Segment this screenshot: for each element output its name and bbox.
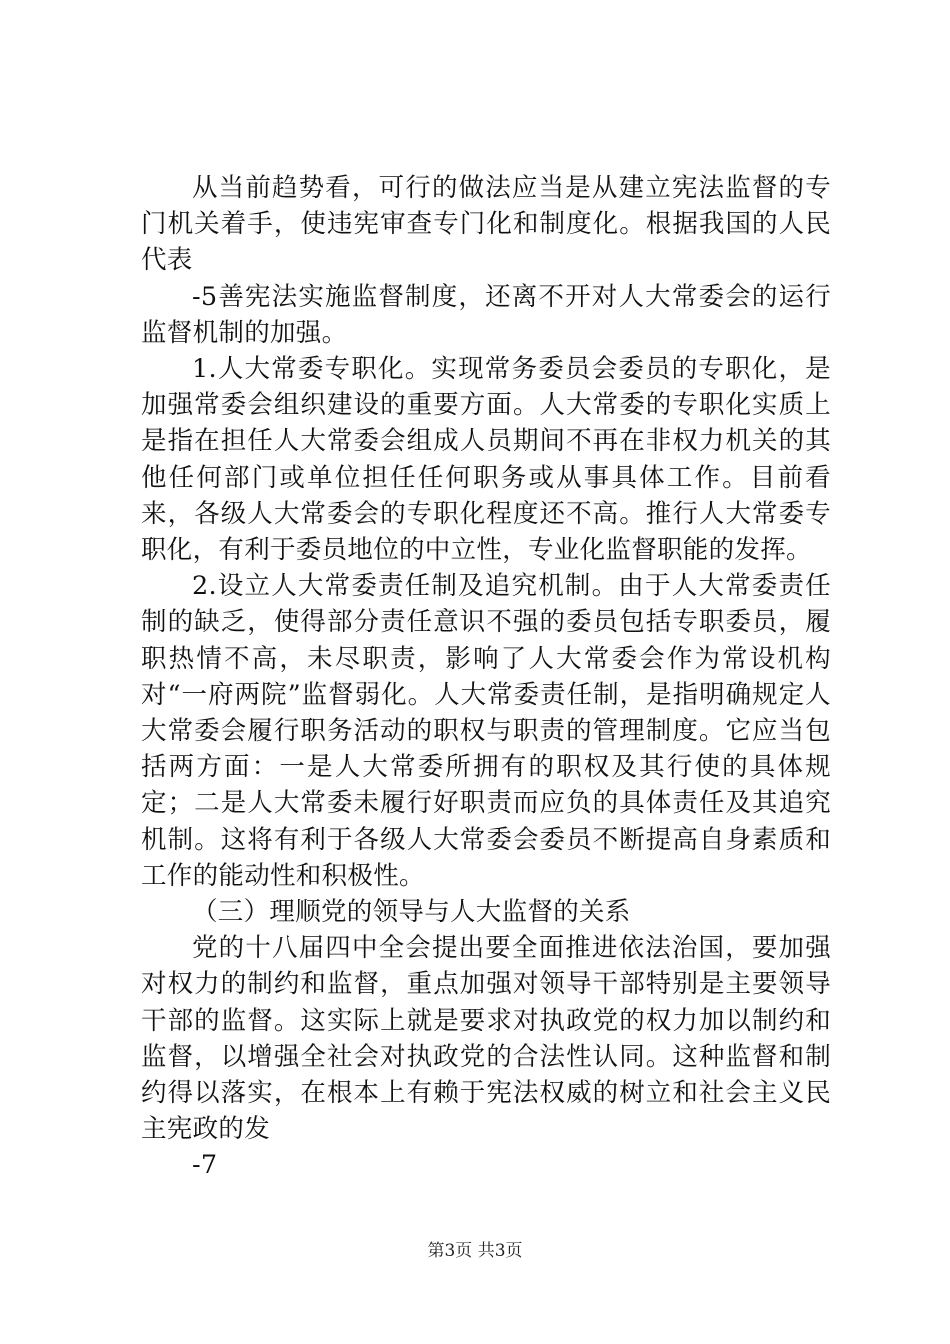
section-heading-3: （三）理顺党的领导与人大监督的关系 <box>192 897 631 928</box>
page-footer: 第3页 共3页 <box>427 1241 523 1261</box>
paragraph-intro: 从当前趋势看，可行的做法应当是从建立宪法监督的专门机关着手，使违宪审查专门化和制度化。根据我国的人民代表 <box>141 173 831 276</box>
paragraph-fragment-5: -5善宪法实施监督制度，还离不开对人大常委会的运行监督机制的加强。 <box>141 281 831 348</box>
paragraph-item-1: 1.人大常委专职化。实现常务委员会委员的专职化，是加强常委会组织建设的重要方面。人大常委的专职化实质上是指在担任人大常委会组成人员期间不再在非权力机关的其他任何部门或单位担任任何职务或从事具体工作。目前看来，各级人大常委会的专职化程度还不高。推行人大常委专职化，有利于委员地位的中立性，专业化监督职能的发挥。 <box>141 354 831 566</box>
paragraph-party-supervision: 党的十八届四中全会提出要全面推进依法治国，要加强对权力的制约和监督，重点加强对领导干部特别是主要领导干部的监督。这实际上就是要求对执政党的权力加以制约和监督，以增强全社会对执政党的合法性认同。这种监督和制约得以落实，在根本上有赖于宪法权威的树立和社会主义民主宪政的发 <box>141 933 831 1145</box>
document-body <box>141 170 831 1184</box>
paragraph-item-2: 2.设立人大常委责任制及追究机制。由于人大常委责任制的缺乏，使得部分责任意识不强的委员包括专职委员，履职热情不高，未尽职责，影响了人大常委会作为常设机构对“一府两院”监督弱化。人大常委责任制，是指明确规定人大常委会履行职务活动的职权与职责的管理制度。它应当包括两方面：一是人大常委所拥有的职权及其行使的具体规定；二是人大常委未履行好职责而应负的具体责任及其追究机制。这将有利于各级人大常委会委员不断提高自身素质和工作的能动性和积极性。 <box>141 571 831 891</box>
paragraph-fragment-7: -7 <box>192 1150 218 1181</box>
